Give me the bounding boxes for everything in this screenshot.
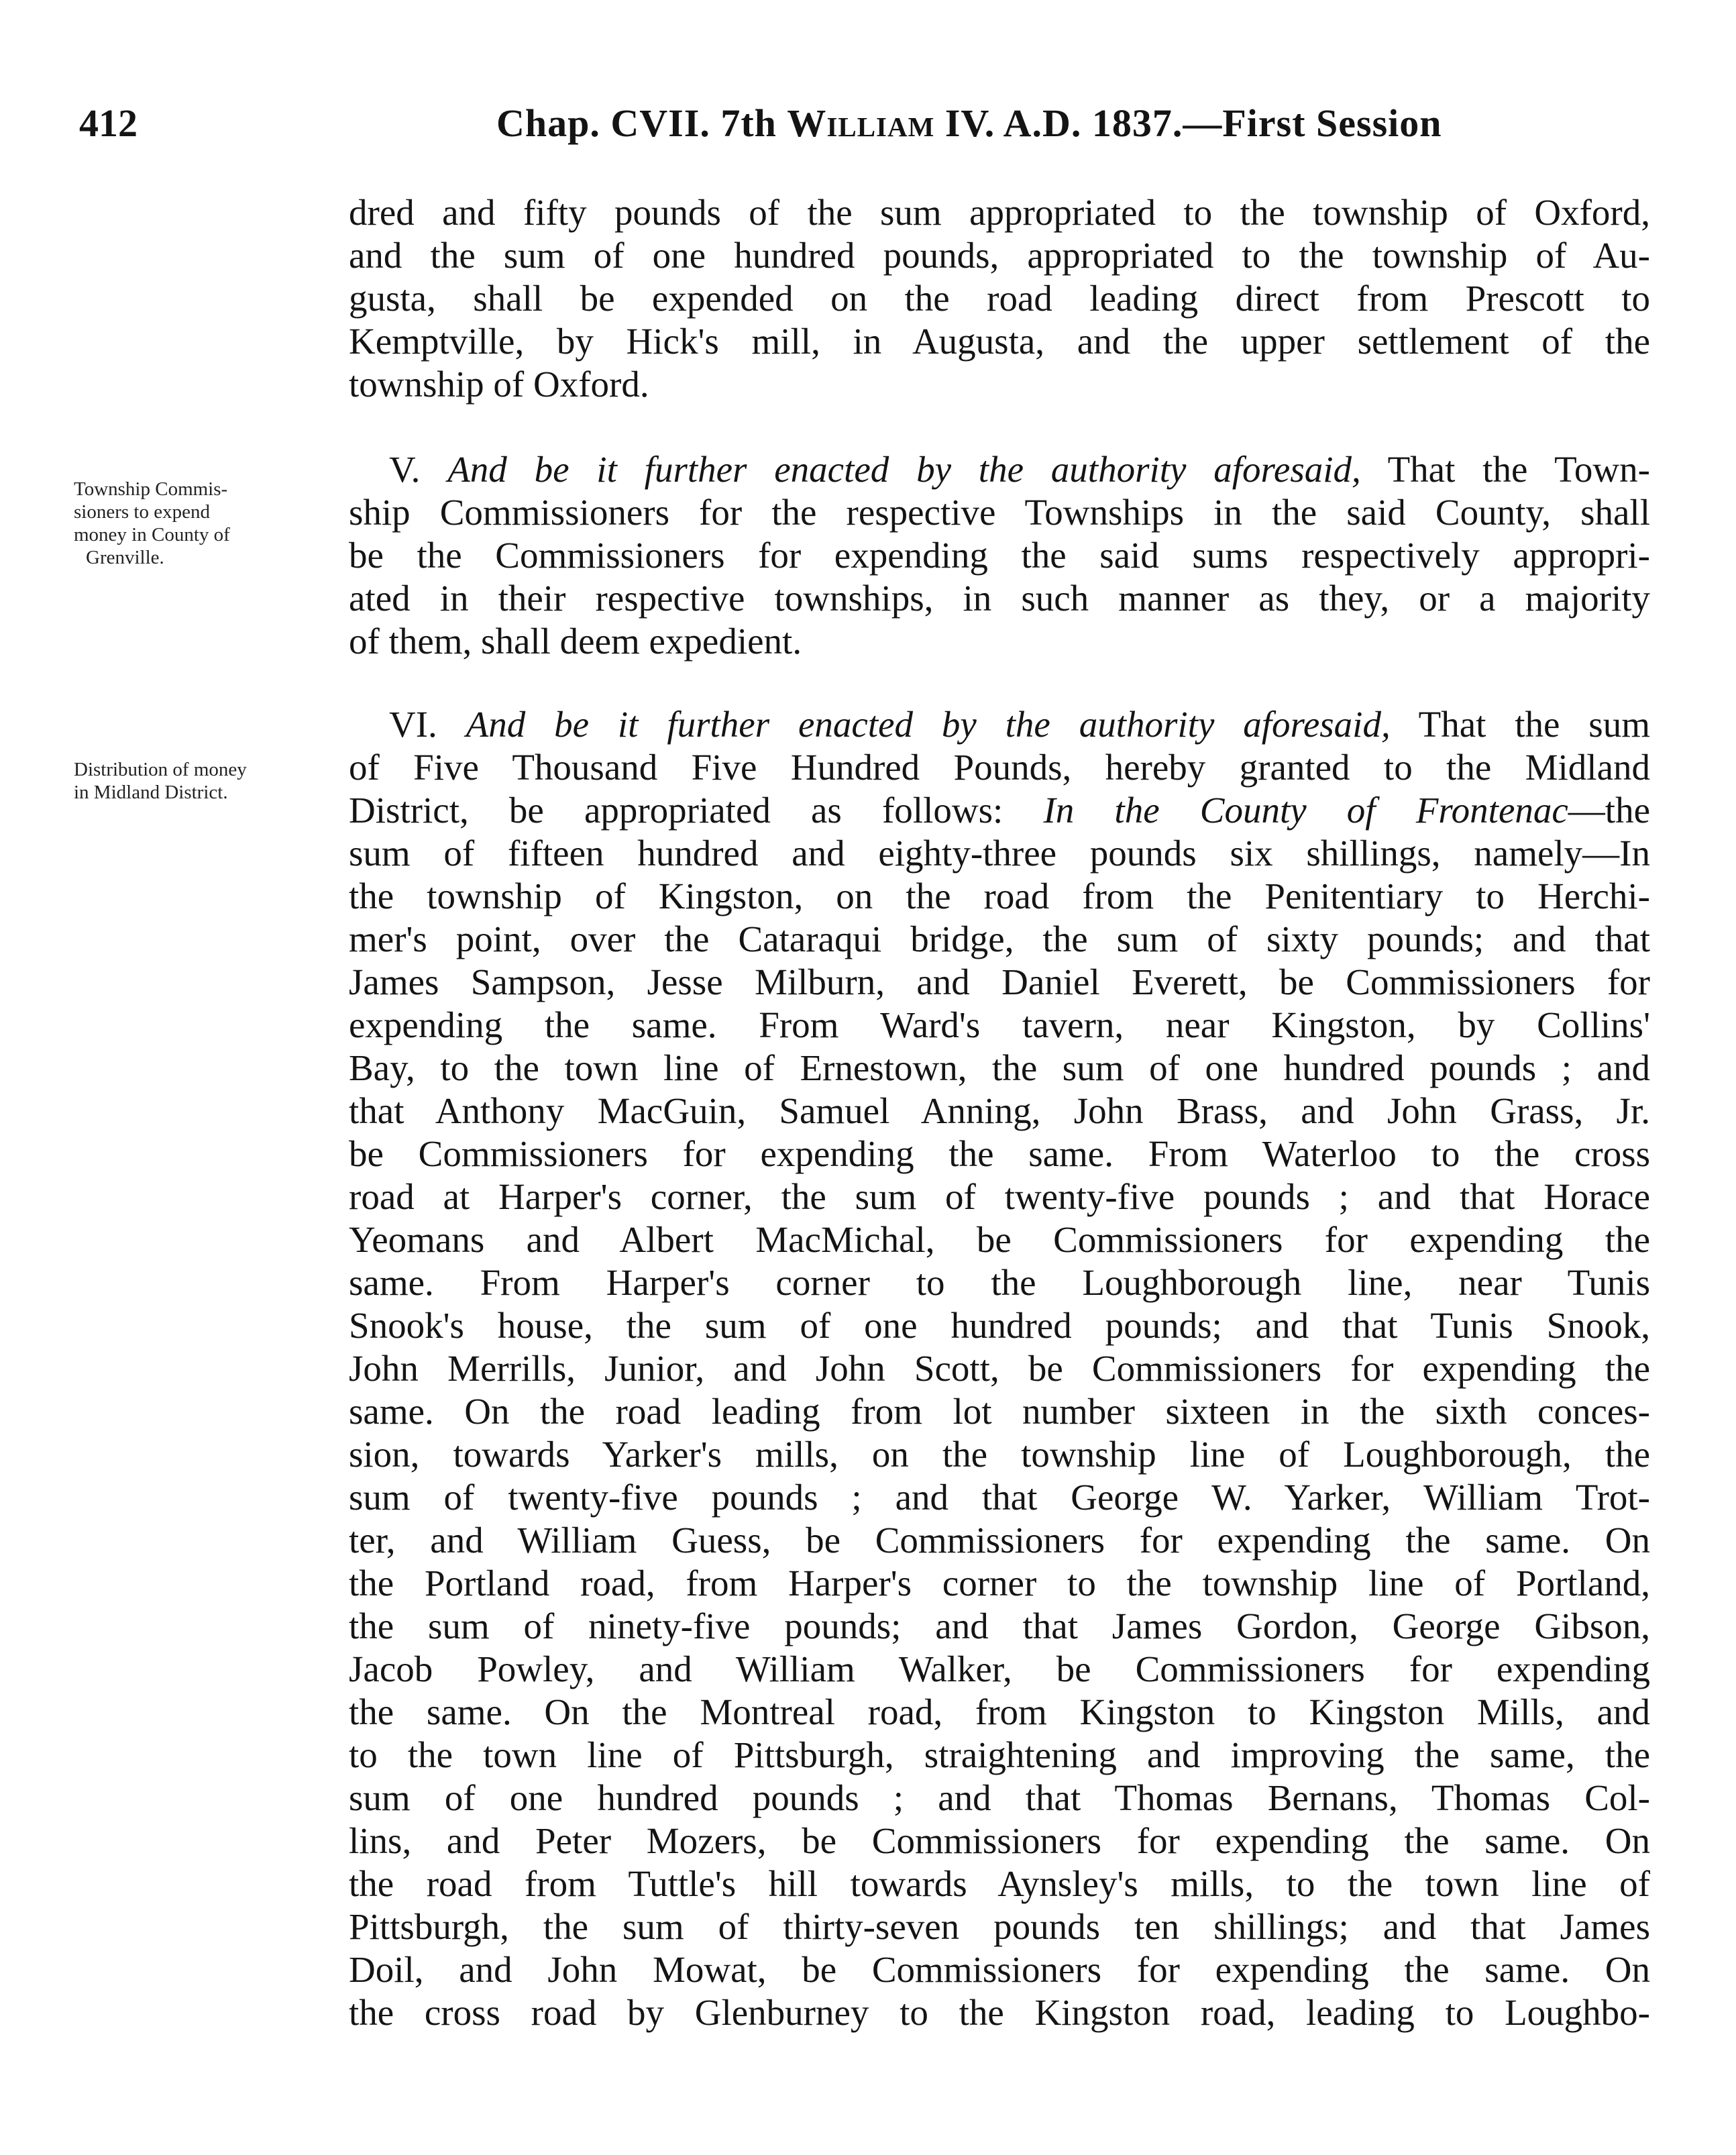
text-line: gusta, shall be expended on the road leading direct from Prescott to <box>349 278 1650 319</box>
section-vi <box>349 703 1650 2034</box>
running-title <box>496 101 1442 146</box>
text-line: the sum of ninety-five pounds; and that James Gordon, George Gibson, <box>349 1606 1650 1646</box>
text-line: mer's point, over the Cataraqui bridge, the sum of sixty pounds; and that <box>349 918 1650 959</box>
text-line: Doil, and John Mowat, be Commissioners for expending the same. On <box>349 1949 1650 1990</box>
running-title-chap: Chap. CVII. 7th <box>496 101 788 145</box>
text-line: lins, and Peter Mozers, be Commissioners for expending the same. On <box>349 1820 1650 1861</box>
paragraph-continuation <box>349 191 1650 406</box>
text-line: sion, towards Yarker's mills, on the township line of Loughborough, the <box>349 1434 1650 1475</box>
text-line: to the town line of Pittsburgh, straightening and improving the same, the <box>349 1734 1650 1775</box>
text-line: Kemptville, by Hick's mill, in Augusta, and the upper settlement of the <box>349 321 1650 362</box>
text-line: Snook's house, the sum of one hundred pounds; and that Tunis Snook, <box>349 1305 1650 1346</box>
text-segment: —the <box>1568 790 1650 831</box>
enacting-clause: And be it further enacted by the authority aforesaid, <box>447 449 1361 490</box>
text-line <box>349 789 1650 832</box>
text-line: ated in their respective townships, in such manner as they, or a majority <box>349 578 1650 619</box>
section-number: VI. <box>389 704 466 745</box>
margin-note-line: Distribution of money <box>74 759 247 780</box>
text-line: the township of Kingston, on the road from the Penitentiary to Herchi- <box>349 876 1650 916</box>
text-line: Jacob Powley, and William Walker, be Commissioners for expending <box>349 1648 1650 1689</box>
margin-note-line: Township Commis- <box>74 478 228 500</box>
text-line: the same. On the Montreal road, from Kingston to Kingston Mills, and <box>349 1691 1650 1732</box>
section-v <box>349 448 1650 663</box>
margin-note-section-v <box>74 478 335 569</box>
text-line: township of Oxford. <box>349 364 649 405</box>
margin-note-section-vi <box>74 758 335 804</box>
text-line: the road from Tuttle's hill towards Aynsley's mills, to the town line of <box>349 1863 1650 1904</box>
text-segment: That the sum <box>1390 704 1650 745</box>
text-line: expending the same. From Ward's tavern, near Kingston, by Collins' <box>349 1004 1650 1045</box>
text-line: Pittsburgh, the sum of thirty-seven pounds ten shillings; and that James <box>349 1906 1650 1947</box>
county-heading: In the County of Frontenac <box>1043 790 1568 831</box>
text-line: James Sampson, Jesse Milburn, and Daniel Everett, be Commissioners for <box>349 961 1650 1002</box>
section-v-first-line <box>349 448 1650 491</box>
text-line: and the sum of one hundred pounds, appropriated to the township of Au- <box>349 235 1650 276</box>
text-segment: District, be appropriated as follows: <box>349 790 1044 831</box>
text-line: of Five Thousand Five Hundred Pounds, hereby granted to the Midland <box>349 747 1650 788</box>
text-line: sum of fifteen hundred and eighty-three pounds six shillings, namely—In <box>349 833 1650 874</box>
text-segment: That the Town- <box>1360 449 1650 490</box>
text-line: the cross road by Glenburney to the Kingston road, leading to Loughbo- <box>349 1992 1650 2033</box>
running-title-william: William <box>787 101 935 145</box>
section-number: V. <box>389 449 448 490</box>
text-line: Bay, to the town line of Ernestown, the sum of one hundred pounds ; and <box>349 1047 1650 1088</box>
text-line: same. From Harper's corner to the Loughborough line, near Tunis <box>349 1262 1650 1303</box>
text-line: ter, and William Guess, be Commissioners for expending the same. On <box>349 1520 1650 1561</box>
running-header <box>0 101 1736 161</box>
page-number: 412 <box>79 101 138 145</box>
text-line: Yeomans and Albert MacMichal, be Commissioners for expending the <box>349 1219 1650 1260</box>
text-line: road at Harper's corner, the sum of twenty-five pounds ; and that Horace <box>349 1176 1650 1217</box>
section-vi-first-line <box>349 703 1650 746</box>
margin-note-line: money in County of <box>74 524 230 545</box>
text-line: the Portland road, from Harper's corner to the township line of Portland, <box>349 1563 1650 1604</box>
text-line: that Anthony MacGuin, Samuel Anning, John Brass, and John Grass, Jr. <box>349 1090 1650 1131</box>
text-line: ship Commissioners for the respective Townships in the said County, shall <box>349 492 1650 533</box>
text-line: sum of twenty-five pounds ; and that George W. Yarker, William Trot- <box>349 1477 1650 1518</box>
margin-note-line: in Midland District. <box>74 782 228 803</box>
text-line: John Merrills, Junior, and John Scott, be Commissioners for expending the <box>349 1348 1650 1389</box>
enacting-clause: And be it further enacted by the authority aforesaid, <box>466 704 1391 745</box>
text-line: same. On the road leading from lot number sixteen in the sixth conces- <box>349 1391 1650 1432</box>
text-line: be the Commissioners for expending the said sums respectively appropri- <box>349 535 1650 576</box>
text-line: sum of one hundred pounds ; and that Thomas Bernans, Thomas Col- <box>349 1777 1650 1818</box>
running-title-rest: IV. A.D. 1837.—First Session <box>934 101 1442 145</box>
margin-note-line: sioners to expend <box>74 501 210 523</box>
text-line: be Commissioners for expending the same. From Waterloo to the cross <box>349 1133 1650 1174</box>
text-line: of them, shall deem expedient. <box>349 621 802 662</box>
text-line: dred and fifty pounds of the sum appropriated to the township of Oxford, <box>349 192 1650 233</box>
margin-note-line: Grenville. <box>86 547 164 568</box>
